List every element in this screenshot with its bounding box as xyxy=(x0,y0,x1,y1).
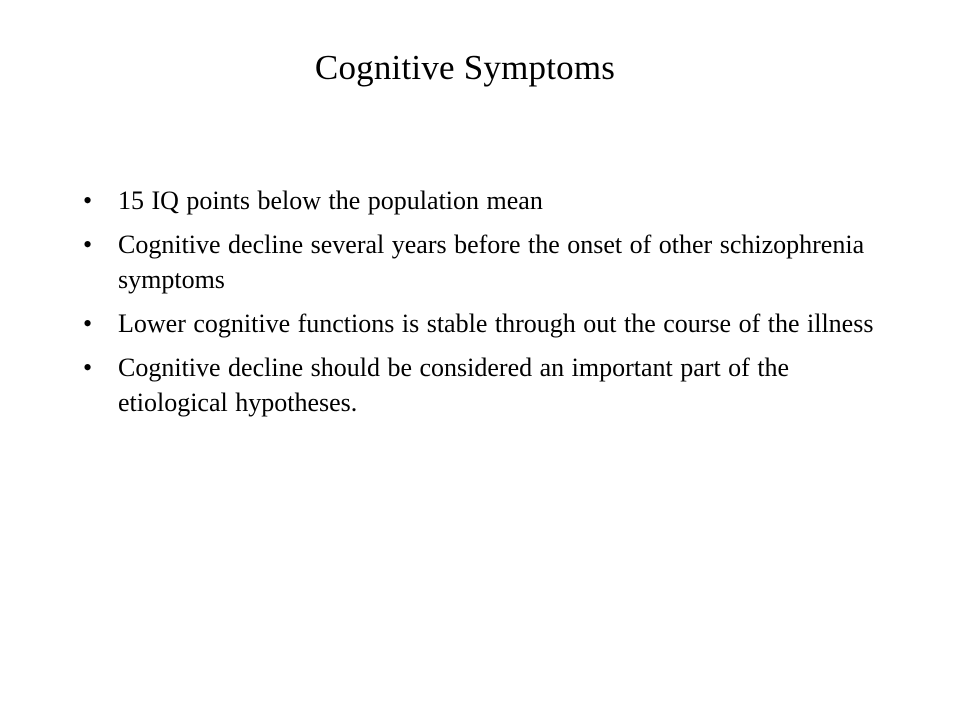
bullet-list xyxy=(80,183,880,429)
bullet-icon: • xyxy=(83,353,93,382)
bullet-item xyxy=(80,183,880,218)
bullet-icon: • xyxy=(83,186,93,215)
bullet-item xyxy=(80,227,880,297)
bullet-text: Lower cognitive functions is stable through out the course of the illness xyxy=(118,309,874,338)
bullet-icon: • xyxy=(83,309,93,338)
bullet-item xyxy=(80,350,880,420)
slide-title: Cognitive Symptoms xyxy=(314,48,616,87)
bullet-text: Cognitive decline should be considered an important part of the etiological hypotheses. xyxy=(118,353,790,417)
bullet-icon: • xyxy=(83,230,93,259)
bullet-text: Cognitive decline several years before the onset of other schizophrenia symptoms xyxy=(118,230,865,294)
bullet-item xyxy=(80,306,880,341)
bullet-text: 15 IQ points below the population mean xyxy=(118,186,543,215)
